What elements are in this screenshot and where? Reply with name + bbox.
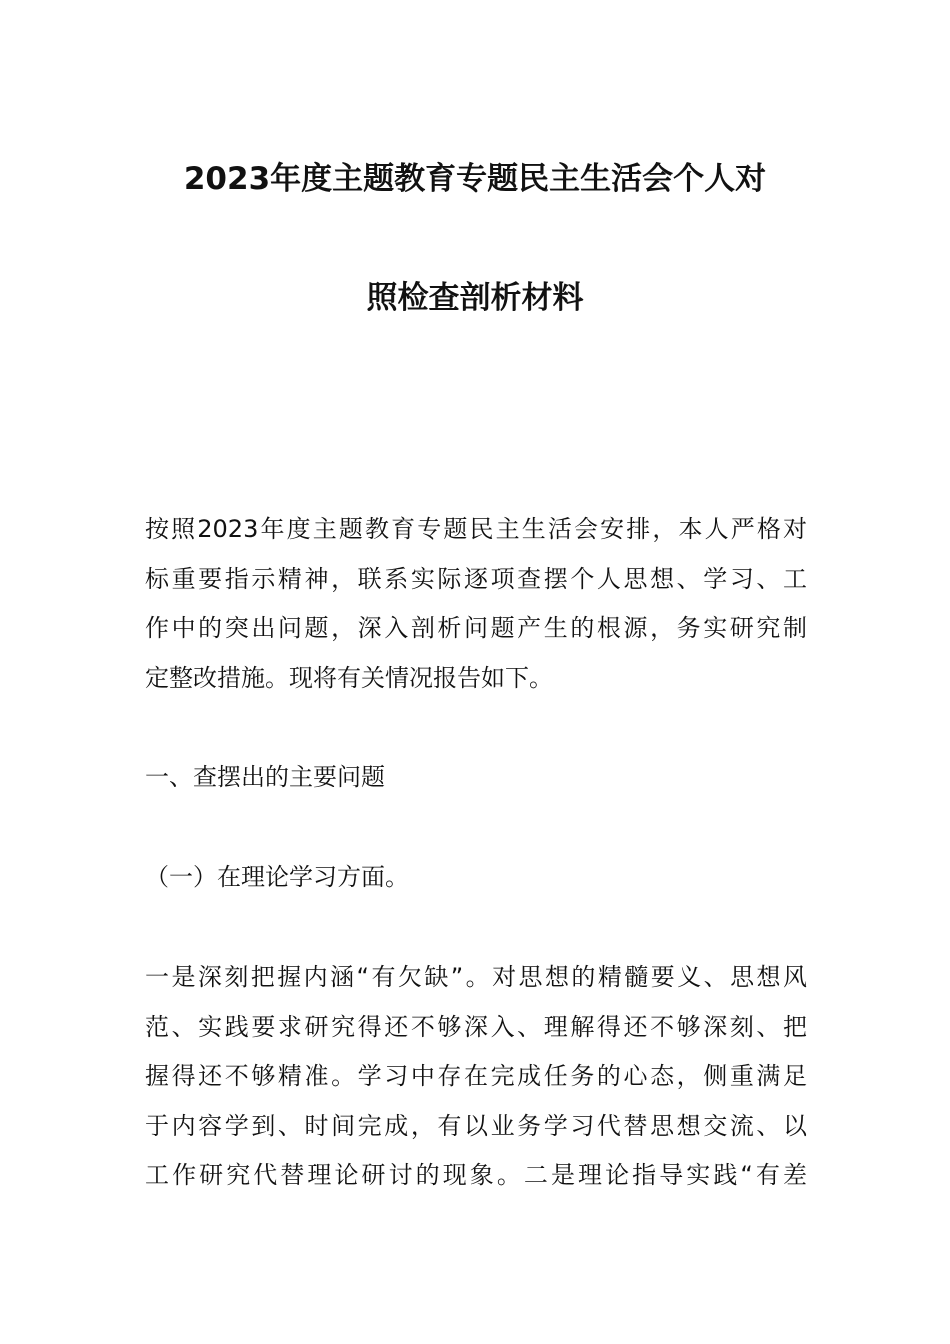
body-line: 一是深刻把握内涵“有欠缺”。对思想的精髓要义、思想风: [145, 963, 807, 991]
body-line: 握得还不够精准。学习中存在完成任务的心态，侧重满足: [145, 1062, 807, 1090]
section-heading: [145, 753, 807, 803]
intro-line: 作中的突出问题，深入剖析问题产生的根源，务实研究制: [145, 614, 807, 642]
document-title-line-2: 照检查剖析材料: [366, 280, 584, 316]
intro-line: 标重要指示精神，联系实际逐项查摆个人思想、学习、工: [145, 564, 807, 593]
intro-line: 定整改措施。现将有关情况报告如下。: [145, 663, 553, 692]
section-heading-text: 一、查摆出的主要问题: [145, 763, 385, 791]
body-paragraph: [145, 953, 807, 1201]
subsection-heading-text: （一）在理论学习方面。: [145, 863, 409, 891]
intro-line: 按照2023年度主题教育专题民主生活会安排，本人严格对: [145, 515, 807, 543]
document-title-line-1: 2023年度主题教育专题民主生活会个人对: [183, 161, 767, 197]
subsection-heading: [145, 853, 807, 903]
intro-paragraph: [145, 505, 807, 703]
body-line: 工作研究代替理论研讨的现象。二是理论指导实践“有差: [145, 1161, 807, 1189]
body-line: 范、实践要求研究得还不够深入、理解得还不够深刻、把: [145, 1012, 807, 1041]
body-line: 于内容学到、时间完成，有以业务学习代替思想交流、以: [145, 1111, 807, 1140]
